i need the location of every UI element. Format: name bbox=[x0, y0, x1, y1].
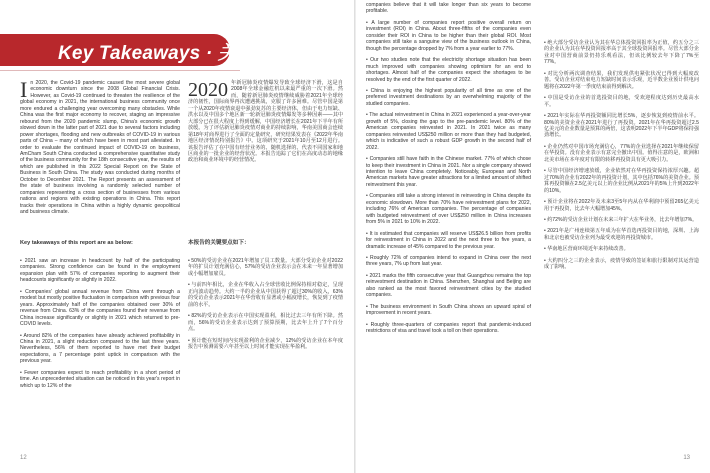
right-bullets-chinese bbox=[544, 40, 699, 276]
left-page bbox=[0, 0, 354, 473]
page-title: Key Takeaways · 关键要点 bbox=[58, 43, 295, 64]
left-bullets-chinese bbox=[188, 258, 343, 355]
bullet-item: • It is estimated that companies will reserve US$26.5 billion from profits for reinvestment in China in 2022 and the next three to five years, a dramatic increase of 45% compared to the previous year. bbox=[366, 230, 531, 250]
bullet-item: • Roughly 72% of companies intend to expand in China over the next three years, 7% up from last year. bbox=[366, 254, 531, 268]
bullet-item: • 2021 saw an increase in headcount by half of the participating companies. Strong confidence can be found in the employment expansion plan with 57% of companies reporting to augment their headcounts significantly or slightly in 2022. bbox=[20, 258, 180, 284]
section-heading-zh: 本报告的关键要点如下： bbox=[188, 240, 250, 246]
right-bullets-english bbox=[366, 2, 531, 339]
key-takeaways-heading-en bbox=[20, 240, 180, 252]
bullet-item-zh: • 与前四年相比，企业在华收入占全球营收比例保持相对稳定，呈现正向波动趋势。大约一半的企业从中国获得了超过30%的收入，63%的受访企业表示2021年在华营收有显著或小幅度增长，恢复到了疫情前的水平。 bbox=[188, 282, 343, 308]
bullet-item: • The business environment in South China shows an upward spiral of improvement in recent years. bbox=[366, 303, 531, 317]
bullet-item: companies believe that it will take longer than six years to become profitable. bbox=[366, 2, 531, 15]
banner-divider bbox=[0, 70, 240, 71]
intro-english bbox=[20, 77, 180, 216]
bullet-item: • Around 82% of the companies have already achieved profitability in China in 2021, a slight reduction compared to the last three years. Nevertheless, 56% of them reported to have met their budget expectations, a 7 percentage point uptick in comparison with the previous year. bbox=[20, 332, 180, 365]
key-takeaways-heading-zh bbox=[188, 240, 343, 252]
bullet-item-zh: • 50%的受访企业在2021年增加了员工数量。大部分受访企业对2022年的扩员计划充满信心，57%的受访企业表示会在未来一年显著增加或小幅增加雇员。 bbox=[188, 258, 343, 277]
bullet-item-zh: • 2021年是广州连续第五年成为在华首选再投资目的地，深圳、上海和北京也被受访企业列为最受欢迎的再投资城市。 bbox=[544, 228, 699, 241]
key-takeaways-banner bbox=[0, 34, 295, 66]
bullet-item: • Our two studies note that the electricity shortage situation has been much improved with companies showing optimism for an end to shortages. Almost half of the companies expect the shortages to be resolved by the end of the first quarter of 2022. bbox=[366, 57, 531, 83]
intro-chinese bbox=[188, 80, 343, 164]
bullet-item: • Companies still have faith in the Chinese market. 77% of which chose to keep their investment in China in 2021. Nor a single company showed intention to leave China completely. Noticeably, European and North American markets have greater attractions for a limited amount of shifted reinvestment this year. bbox=[366, 156, 531, 188]
drop-cap-year: 2020 bbox=[188, 79, 228, 101]
bullet-item-zh: • 约72%的受访企业计划在未来三年扩大在华业务，比去年增加7%。 bbox=[544, 216, 698, 223]
page-number-right: 13 bbox=[683, 455, 690, 461]
left-bullets-english bbox=[20, 258, 180, 394]
bullet-item: • Fewer companies expect to reach profitability in a short period of time. An unprecedented situation can be noticed in this year's report in which up to 12% of the bbox=[20, 369, 180, 389]
bullet-item: • Companies' global annual revenue from China went through a modest but mostly positive fluctuation in comparison with previous four years. Approximately half of the companies obtained over 30% of revenue from China. 63% of the companies found their revenue from China increase significantly or slightly in 2021 which returned to pre-COVID levels. bbox=[20, 288, 180, 328]
bullet-item-zh: • 尽管中国经济增速放缓，企业依然对在华再投资保持浓厚兴趣。超过70%的企业有2022年的再投资计划，其中包括76%的美资企业。预算再投资额在2.5亿美元以上的企业比例从2021年的5%上升到2022年的10%。 bbox=[544, 168, 699, 194]
page-number-left: 12 bbox=[20, 455, 27, 461]
bullet-item-zh: • 对比分析两次调查结果，我们发现供电紧张状况已得到大幅度改善。受访企业对结束电力短缺时间表示乐观，近半数企业预计供电问题将在2022年第一季度结束前得到解决。 bbox=[544, 70, 699, 90]
bullet-item-zh: • 2021年实际在华再投资额同比增长5%，逐步恢复到疫情前水平。80%的美资企业在2021年进行了再投资。2021年在华再投资超过2.5亿美元的企业数量是预算的两倍，这表明2022年下半年GDP将保持强劲增长。 bbox=[544, 113, 699, 139]
intro-chinese-text: 年新冠肺炎疫情爆发导致全球经济下滑，这是自2008年全球金融危机以来最严重的一次下滑。然而，随着新冠肺炎疫情继续威胁着2021年全球经济的韧性，国际商界再次遭遇挑战，克服了许多困难。尽管中国是第一个从2020年疫情衰退中强劲复苏的主要经济体，但由于电力短缺、洪水以及中国多个地区新一轮新冠肺炎疫情爆发等多种因素——其中大部分已在很大程度上得到缓解，中国经济增长在2021年下半年有所放缓。为了评估新冠肺炎疫情对商业的持续影响，华南美国商会连续第18年对商界进行了全面的定量研究，研究结果发表在《2022年华南地区经济情况特别报告》中。这项研究于2021年10月至12月进行。该报告评估了在中国有经营业务的、随机选择的、代表不同国家和地区商业的一批企业的经营状况。本报告追踪了它们在高度动态的地缘政治和商业环境中的经营情况。 bbox=[188, 80, 343, 164]
bullet-item: • China is enjoying the highest popularity of all time as one of the preferred investment destinations by an overwhelming majority of the studied companies. bbox=[366, 87, 531, 107]
bullet-item-zh: • 预计企业将在2022年及未来3至5年内从在华利润中预留265亿美元用于再投资，比去年大幅增加45%。 bbox=[544, 199, 699, 212]
bullet-item-zh: • 华南地区营商环境近年来持续改善。 bbox=[544, 246, 629, 253]
section-heading: Key takeaways of this report are as below: bbox=[20, 240, 133, 246]
bullet-item-zh: • 企业仍然对中国市场充满信心，77%的企业选择在2021年继续保留在华投资。没有企业表示有意完全撤出中国。值得注意的是，欧洲和北美市场在本年度对有限的转移再投资具有更大吸引力。 bbox=[544, 143, 699, 163]
bullet-item-zh: • 大约四分之三的企业表示，疫情导致的签证和旅行限制对其运营造成了影响。 bbox=[544, 257, 699, 271]
bullet-item: • 2021 marks the fifth consecutive year that Guangzhou remains the top reinvestment destination in China. Shenzhen, Shanghai and Beijing are also ranked as the most favored reinvestment cities by the studied companies. bbox=[366, 272, 531, 299]
bullet-item: • Roughly three-quarters of companies report that pandemic-induced restrictions of visa and travel took a toll on their operations. bbox=[366, 321, 531, 335]
intro-english-text: n 2020, the Covid-19 pandemic caused the most severe global economic downturn since the 2008 Global Financial Crisis. However, as Covid-19 continued to threaten the resilience of the global economy in 2021, the international business community once more endured a challenging year overcoming many obstacles. While China was the first major economy to recover, staging an impressive rebound from the 2020 pandemic slump, China's economic growth slowed down in the latter part of 2021 due to several factors including power shortages, flooding and new outbreaks of COVID-19 in various parts of China – many of which have been in most part alleviated. In order to evaluate the continued impact of COVID-19 on business, AmCham South China conducted a comprehensive quantitative study of the business community for the 18th consecutive year, the results of which are published in this 2022 Special Report on the State of Business in South China. The study was conducted during months of October to December 2021. The Report presents an assessment of the state of business involving a randomly selected number of companies representing a cross section of businesses from various nations and regions with existing operations in China. This report tracks their operations in China within a highly dynamic geopolitical and business climate. bbox=[20, 80, 180, 216]
bullet-item: • Companies still take a strong interest in reinvesting in China despite its economic slowdown. More than 70% have reinvestment plans for 2022, including 76% of American companies. The percentage of companies with budgeted reinvestment of over US$250 million in China increases from 5% in 2021 to 10% in 2022. bbox=[366, 193, 531, 226]
bullet-item-zh: • 预计能在短时间内实现盈利的企业减少，12%的受访企业在本年度报告中预测需要六年甚至以上时间才能实现在华盈利。 bbox=[188, 337, 343, 350]
bullet-item-zh: • 中国是受访企业的首选投资目的地，受欢迎程度达到历史最高水平。 bbox=[544, 95, 699, 108]
bullet-item: • The actual reinvestment in China in 2021 experienced a year-over-year growth of 5%, closing the gap to the pre-pandemic level. 80% of the American companies reinvested in 2021. In 2021 twice as many companies reinvested US$250 million or more than they had budgeted, which is indicative of such a robust GDP growth in the second half of 2022. bbox=[366, 112, 531, 151]
bullet-item-zh: • 绝大部分受访企业认为其在华总体投资回报率为正值，约五分之三的企业认为其在华投资回报率高于其全球投资回报率。尽管大部分企业对中国营商前景仍持乐观看法，但该比例较去年下降了7%至77%。 bbox=[544, 40, 699, 66]
bullet-item: • A large number of companies report positive overall return on investment (ROI) in China. About three-fifths of the companies even consider their ROI in China to be higher than their global ROI. Most companies still take a sanguine view of the business outlook in China, though the percentage dropped by 7% from a year earlier to 77%. bbox=[366, 19, 531, 52]
right-page bbox=[356, 0, 710, 473]
bullet-item-zh: • 82%的受访企业表示在中国实现盈利，相比过去三年有所下降。然而，56%的受访企业表示达到了预算预期，比去年上升了7个百分点。 bbox=[188, 313, 343, 333]
drop-cap: I bbox=[20, 77, 28, 102]
